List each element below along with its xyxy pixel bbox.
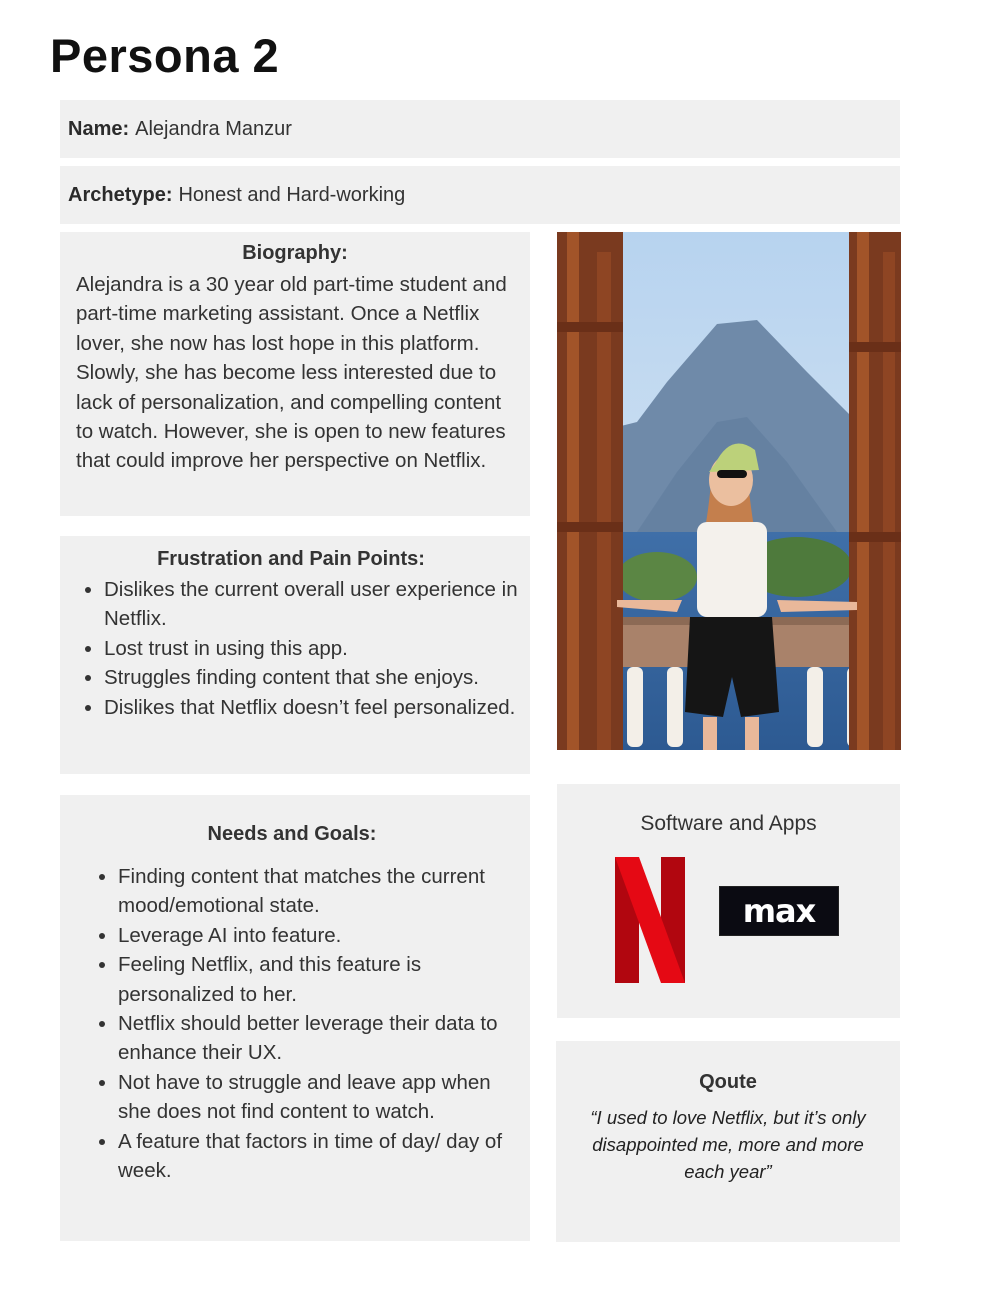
name-value: Alejandra Manzur	[135, 117, 292, 140]
max-logo-icon	[719, 886, 839, 936]
biography-text: Alejandra is a 30 year old part-time student and part-time marketing assistant. Once a Netflix lover, she now has lost hope in this platform. Slowly, she has become less interested due to lack of personalization, and compelling content to watch. However, she is open to new features that could improve her perspective on Netflix.	[76, 273, 507, 473]
quote-card	[556, 1041, 900, 1242]
frustrations-heading: Frustration and Pain Points:	[157, 548, 425, 570]
needs-list	[74, 862, 510, 1185]
archetype-row	[60, 166, 900, 224]
archetype-value: Honest and Hard-working	[178, 183, 406, 206]
list-item: • Dislikes that Netflix doesn’t feel personalized.	[104, 693, 522, 722]
netflix-logo-icon	[615, 857, 685, 983]
name-label: Name:	[68, 117, 130, 140]
max-logo-text: max	[742, 892, 816, 930]
list-item: • Not have to struggle and leave app when she does not find content to watch.	[118, 1068, 510, 1127]
software-heading: Software and Apps	[640, 812, 817, 835]
list-item: • Leverage AI into feature.	[118, 921, 510, 950]
biography-card	[60, 232, 530, 516]
list-item: • Feeling Netflix, and this feature is personalized to her.	[118, 950, 510, 1009]
needs-heading: Needs and Goals:	[207, 823, 377, 845]
needs-card	[60, 795, 530, 1241]
persona-photo	[557, 232, 901, 750]
list-item: • Lost trust in using this app.	[104, 634, 522, 663]
biography-heading: Biography:	[242, 242, 348, 264]
quote-text: “I used to love Netflix, but it’s only disappointed me, more and more each year”	[590, 1107, 866, 1182]
frustrations-card	[60, 536, 530, 774]
frustrations-list	[60, 575, 522, 722]
list-item: • Struggles finding content that she enjoys.	[104, 663, 522, 692]
name-row	[60, 100, 900, 158]
archetype-label: Archetype:	[68, 183, 173, 206]
list-item: • Dislikes the current overall user experience in Netflix.	[104, 575, 522, 634]
list-item: • Finding content that matches the current mood/emotional state.	[118, 862, 510, 921]
list-item: • A feature that factors in time of day/ day of week.	[118, 1127, 510, 1186]
software-card	[557, 784, 900, 1018]
page-title: Persona 2	[50, 29, 280, 82]
quote-heading: Qoute	[699, 1071, 757, 1093]
list-item: • Netflix should better leverage their data to enhance their UX.	[118, 1009, 510, 1068]
